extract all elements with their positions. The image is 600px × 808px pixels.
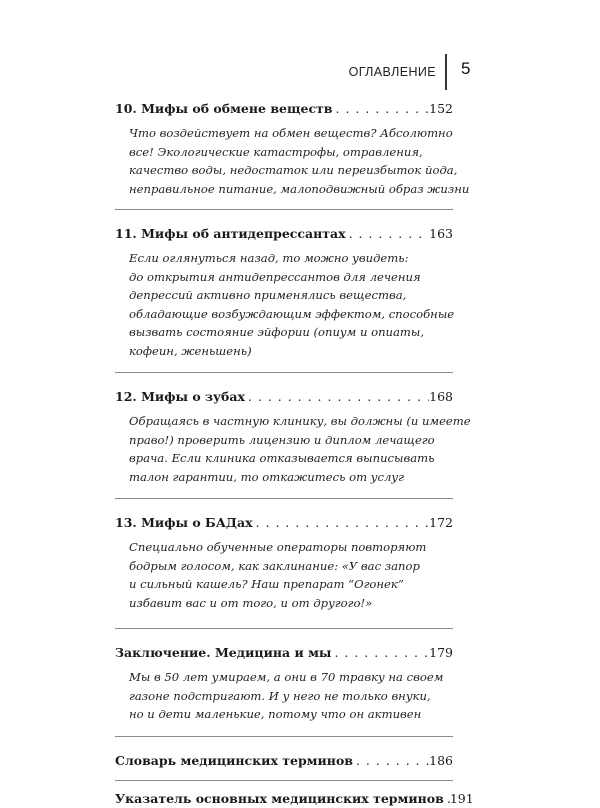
toc-entry-title: 10. Мифы об обмене веществ (115, 101, 333, 116)
toc-entry-annotation (129, 668, 453, 724)
toc-entry-page: 163 (429, 226, 453, 241)
annotation-line: Если оглянуться назад, то можно увидеть: (129, 251, 409, 265)
page-number: 5 (461, 59, 471, 78)
dot-leader (333, 100, 430, 118)
annotation-line: Обращаясь в частную клинику, вы должны (и имеете (129, 414, 471, 428)
toc-entry-annotation (129, 538, 453, 612)
annotation-line: качество воды, недостаток или переизбыток йода, (129, 163, 458, 177)
toc-entry-page: 191 (449, 790, 474, 806)
annotation-line: обладающие возбуждающим эффектом, способные (129, 306, 455, 321)
toc-entry-title: 13. Мифы о БАДах (115, 515, 253, 530)
running-title: ОГЛАВЛЕНИЕ (348, 65, 436, 79)
entry-separator (115, 780, 453, 781)
annotation-line: неправильное питание, малоподвижный образ жизни (129, 181, 470, 196)
annotation-line: газоне подстригают. И у него не только внуки, (129, 688, 431, 703)
toc-entry-page: 172 (429, 515, 453, 530)
toc-entry-annotation (129, 249, 453, 360)
table-of-contents (115, 100, 474, 808)
toc-entry-line[interactable] (115, 388, 453, 406)
toc-entry-annotation (129, 412, 471, 486)
annotation-line: Что воздействует на обмен веществ? Абсолютно (129, 126, 453, 140)
dot-leader (353, 752, 429, 770)
entry-separator (115, 372, 453, 373)
annotation-line: все! Экологические катастрофы, отравления, (129, 144, 423, 159)
annotation-line: до открытия антидепрессантов для лечения (129, 269, 421, 284)
toc-entry (115, 100, 470, 198)
entry-separator (115, 498, 453, 499)
header-divider (445, 54, 447, 90)
toc-entry-line[interactable] (115, 100, 453, 118)
toc-entry-page: 186 (429, 752, 453, 768)
dot-leader (346, 225, 430, 243)
annotation-line: Мы в 50 лет умираем, а они в 70 травку на своем (129, 670, 444, 684)
annotation-line: талон гарантии, то откажитесь от услуг (129, 469, 404, 484)
toc-entry-line[interactable] (115, 790, 474, 808)
entry-separator (115, 736, 453, 737)
toc-entry-line[interactable] (115, 752, 453, 770)
annotation-line: кофеин, женьшень) (129, 343, 252, 358)
toc-entry (115, 790, 474, 808)
toc-entry (115, 752, 453, 770)
annotation-line: Специально обученные операторы повторяют (129, 540, 427, 554)
dot-leader (331, 644, 429, 662)
toc-entry-line[interactable] (115, 514, 453, 532)
toc-entry (115, 644, 453, 724)
entry-separator (115, 209, 453, 210)
annotation-line: и сильный кашель? Наш препарат “Огонек” (129, 577, 404, 591)
annotation-line: но и дети маленькие, потому что он активен (129, 707, 422, 721)
annotation-line: депрессий активно применялись вещества, (129, 288, 407, 302)
entry-separator (115, 628, 453, 629)
toc-entry-title: 12. Мифы о зубах (115, 389, 245, 404)
toc-entry-line[interactable] (115, 225, 453, 243)
toc-entry-title: Указатель основных медицинских терминов (115, 790, 444, 806)
dot-leader (245, 388, 429, 406)
toc-entry (115, 514, 453, 612)
annotation-line: вызвать состояние эйфории (опиум и опиаты, (129, 325, 425, 339)
toc-entry-page: 179 (429, 645, 453, 660)
toc-entry-title: Словарь медицинских терминов (115, 752, 353, 768)
annotation-line: врача. Если клиника отказывается выписывать (129, 451, 435, 465)
annotation-line: избавит вас и от того, и от другого!» (129, 595, 373, 610)
toc-entry-title: Заключение. Медицина и мы (115, 645, 332, 660)
annotation-line: право!) проверить лицензию и диплом лечащего (129, 432, 435, 447)
toc-entry-annotation (129, 124, 470, 198)
toc-entry-page: 168 (429, 389, 453, 404)
toc-entry-line[interactable] (115, 644, 453, 662)
toc-entry (115, 225, 453, 360)
toc-entry-title: 11. Мифы об антидепрессантах (115, 226, 346, 241)
dot-leader (253, 514, 430, 532)
toc-entry (115, 388, 471, 486)
running-head (0, 54, 600, 90)
annotation-line: бодрым голосом, как заклинание: «У вас запор (129, 558, 420, 573)
toc-entry-page: 152 (429, 101, 453, 116)
